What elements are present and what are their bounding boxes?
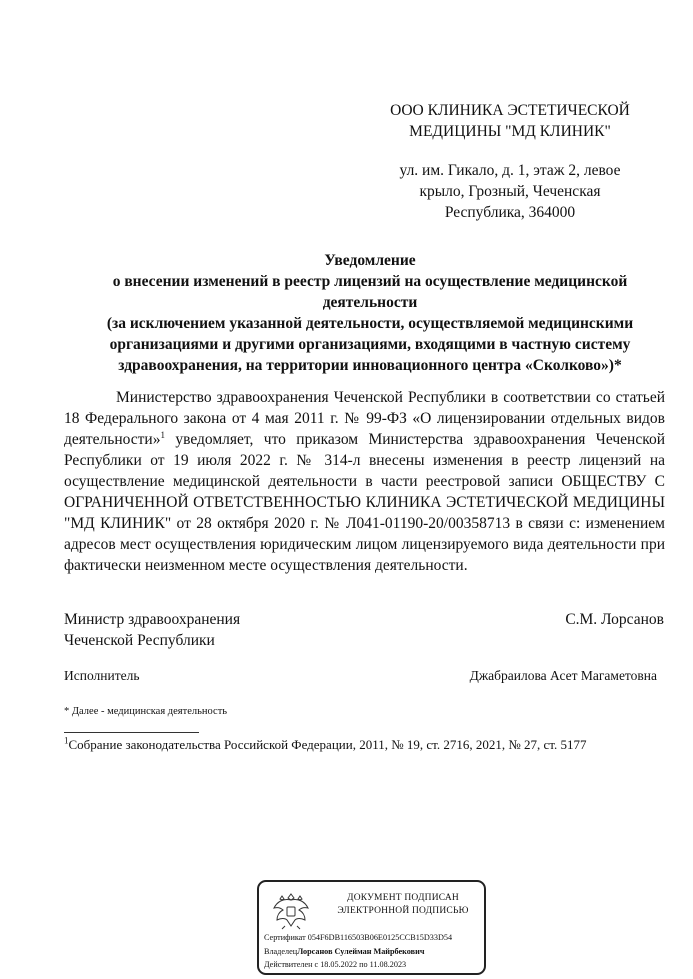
body-text-part2: уведомляет, что приказом Министерства здравоохранения Чеченской Республики от 19 июля 2022 г. № 314-л внесены изменения в реестр лицензий на осуществление медицинской деятельности в части реестровой записи ОБЩЕСТВУ С ОГРАНИЧЕННОЙ ОТВЕТСТВЕННОСТЬЮ КЛИНИКА ЭСТЕТИЧЕСКОЙ МЕДИЦИНЫ "МД КЛИНИК" от 28 октября 2020 г. № Л041-01190-20/00358713 в связи с: изменением адресов мест осуществления юридическим лицом лицензируемого вида деятельности при фактически неизменном месте осуществления деятельности. [64, 431, 665, 574]
signer-position: Министр здравоохранения [64, 611, 241, 628]
stamp-owner [264, 945, 488, 959]
signer-name: С.М. Лорсанов [565, 611, 664, 628]
stamp-owner-label: Владелец [264, 946, 298, 956]
footnote-1-mark: 1 [64, 735, 69, 746]
recipient-address [360, 160, 660, 223]
executor-name: Джабраилова Асет Магаметовна [469, 668, 657, 683]
title-line: деятельности [322, 294, 418, 311]
title-line: здравоохранения, на территории инновационного центра «Сколково»)* [118, 357, 622, 374]
stamp-certificate: Сертификат 054F6DB116503B06E0125CCB15D33D54 [264, 933, 453, 942]
e-signature-stamp [257, 880, 486, 975]
title-line: организациями и другими организациями, входящими в частную систему [109, 336, 631, 353]
title-line: о внесении изменений в реестр лицензий на осуществление медицинской [112, 273, 628, 290]
signature-block [64, 609, 664, 651]
recipient-name-line: МЕДИЦИНЫ "МД КЛИНИК" [409, 123, 611, 140]
body-text-part1: Министерство здравоохранения Чеченской Республики в соответствии со статьей 18 Федерального закона от 4 мая 2011 г. № 99-ФЗ «О лицензировании отдельных видов деятельности» [64, 389, 665, 448]
notice-body [64, 387, 665, 576]
title-line: (за исключением указанной деятельности, осуществляемой медицинскими [106, 315, 634, 332]
footnote-ref: 1 [160, 429, 165, 440]
address-line: Республика, 364000 [444, 204, 576, 221]
footnote-1-text: Собрание законодательства Российской Федерации, 2011, № 19, ст. 2716, 2021, № 27, ст. 5177 [68, 737, 587, 752]
address-line: крыло, Грозный, Чеченская [419, 183, 601, 200]
recipient-name [360, 100, 660, 142]
stamp-owner-name: Лорсанов Сулейман Майрбекович [297, 946, 425, 956]
coat-of-arms-icon [269, 888, 313, 932]
address-line: ул. им. Гикало, д. 1, этаж 2, левое [399, 162, 621, 179]
footnote-asterisk: * Далее - медицинская деятельность [64, 706, 228, 717]
footnote-1 [64, 737, 586, 753]
stamp-validity: Действителен с 18.05.2022 по 11.08.2023 [264, 960, 407, 969]
signer-position: Чеченской Республики [64, 632, 215, 649]
document-title [70, 250, 670, 376]
title-heading: Уведомление [324, 252, 416, 269]
stamp-details [264, 931, 488, 972]
stamp-heading-line: ДОКУМЕНТ ПОДПИСАН [347, 893, 459, 903]
recipient-name-line: ООО КЛИНИКА ЭСТЕТИЧЕСКОЙ [390, 102, 630, 119]
executor-label: Исполнитель [64, 668, 140, 683]
stamp-heading-line: ЭЛЕКТРОННОЙ ПОДПИСЬЮ [337, 906, 469, 916]
stamp-heading [323, 892, 483, 918]
body-paragraph [64, 387, 665, 576]
footnote-divider [64, 732, 199, 733]
